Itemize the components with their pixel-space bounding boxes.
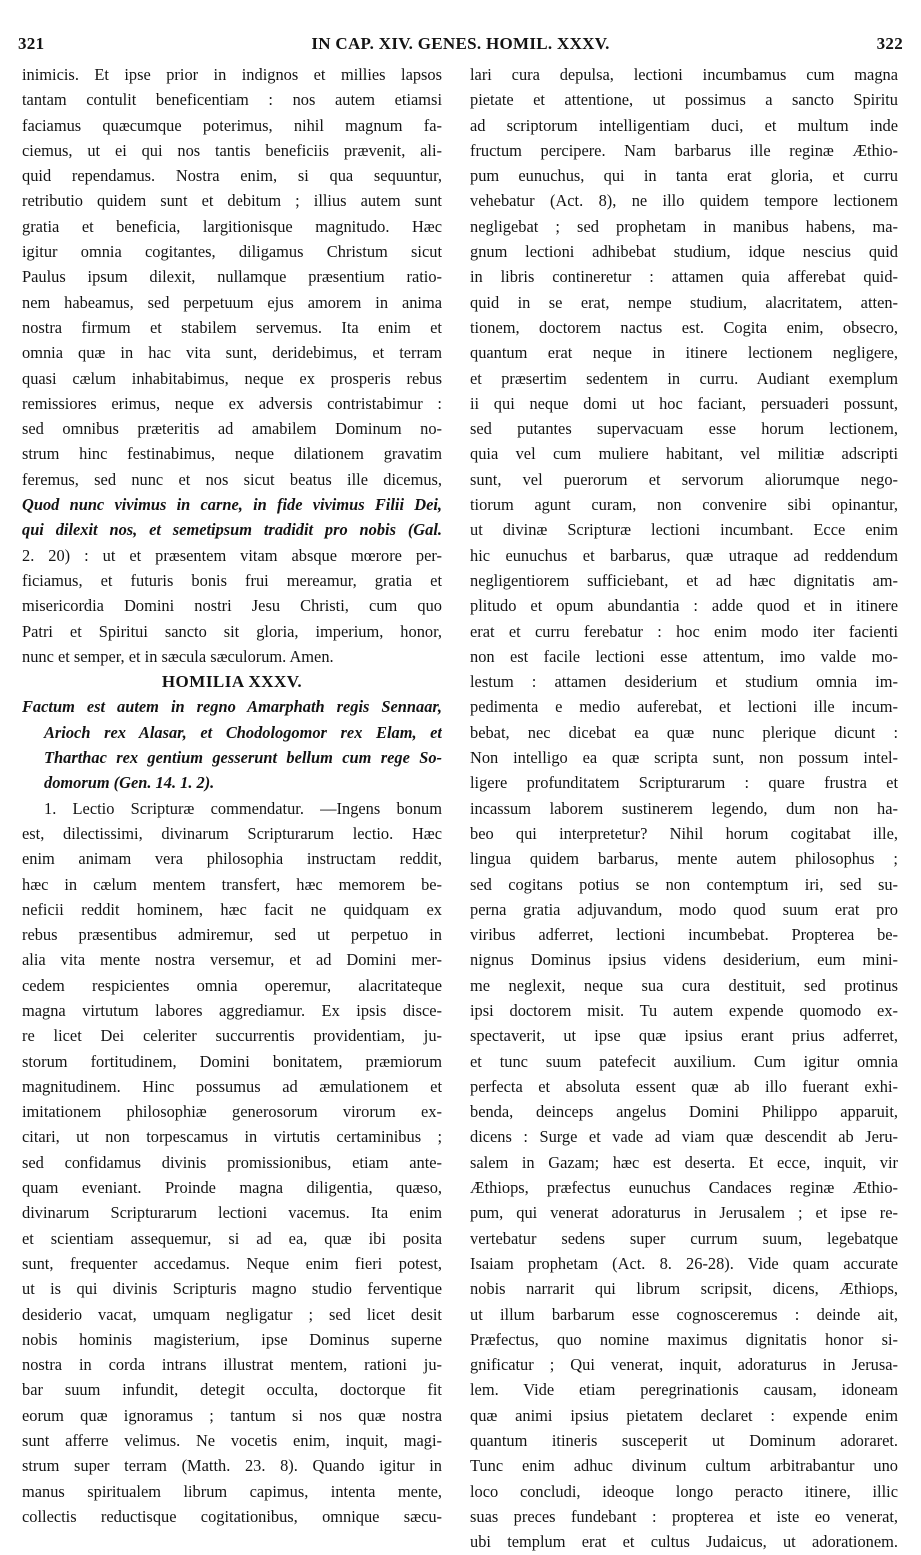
text-line: quam eveniant. Proinde magna diligentia, quæso, xyxy=(22,1178,442,1198)
text-line: bar suum infundit, detegit occulta, doctorque fit xyxy=(22,1380,442,1400)
text-line: hic eunuchus et barbarus, quæ utraque ad reddendum xyxy=(470,545,898,565)
text-line: Quod nunc vivimus in carne, in fide vivimus Filii Dei, xyxy=(22,495,442,515)
text-line: igitur omnia cogitantes, diligamus Christum sicut xyxy=(22,242,442,262)
running-head xyxy=(18,34,903,58)
text-line: beo qui interpretetur? Nihil horum cogitabat ille, xyxy=(470,823,898,843)
text-line: pietate et attentione, ut possimus a sancto Spiritu xyxy=(470,90,898,110)
text-line: plitudo et opum abundantia : adde quod et in itinere xyxy=(470,596,898,616)
text-line: salem in Gazam; hæc est deserta. Et ecce, inquit, vir xyxy=(470,1152,898,1172)
text-line: vehebatur (Act. 8), ne illo quidem tempore lectionem xyxy=(470,191,898,211)
text-line: viribus adferret, lectioni incumbebat. Propterea be- xyxy=(470,925,898,945)
text-line: tiorum agunt curam, non convenire sibi opinantur, xyxy=(470,495,898,515)
text-line: pum eunuchus, qui in tanta erat gloria, et curru xyxy=(470,166,898,186)
text-line: eorum quæ ignoramus ; tantum si nos quæ nostra xyxy=(22,1405,442,1425)
text-line: quantum erat neque in itinere lectionem negligere, xyxy=(470,343,898,363)
text-line: Æthiops, præfectus eunuchus Candaces reginæ Æthio- xyxy=(470,1178,898,1198)
text-line: divinarum Scripturarum lectioni vacemus. Ita enim xyxy=(22,1203,442,1223)
text-line: non est facile lectioni esse attentum, imo valde mo- xyxy=(470,646,898,666)
text-line: dicens : Surge et vade ad viam quæ descendit ab Jeru- xyxy=(470,1127,898,1147)
text-line: imitationem philosophiæ generosorum virorum ex- xyxy=(22,1102,442,1122)
text-line: strum hinc festinabimus, neque dilationem gravatim xyxy=(22,444,442,464)
text-line: sed confidamus divinis promissionibus, etiam ante- xyxy=(22,1152,442,1172)
text-line: nunc et semper, et in sæcula sæculorum. Amen. xyxy=(22,646,334,666)
text-line: quæ animi ipsius pietatem declaret : expende enim xyxy=(470,1405,898,1425)
text-line: lari cura depulsa, lectioni incumbamus cum magna xyxy=(470,65,898,84)
text-line: ciemus, ut ei qui nos tantis beneficiis prævenit, ali- xyxy=(22,140,442,160)
text-line: gnum lectioni adhibebat studium, idque nescius quid xyxy=(470,242,898,262)
text-line: feremus, sed nunc et nos sicut beatus ille dicemus, xyxy=(22,469,442,489)
text-line: desiderio vacat, umquam negligatur ; sed licet desit xyxy=(22,1304,442,1324)
text-line: erat et curru ferebatur : hoc enim modo iter facienti xyxy=(470,621,898,641)
text-line: remissiores erimus, neque ex adversis contristabimur : xyxy=(22,393,442,413)
text-line: lingua quidem barbarus, mente autem philosophus ; xyxy=(470,849,898,869)
text-line: Præfectus, quo nomine maximus dignitatis honor si- xyxy=(470,1329,898,1349)
text-line: ligere profunditatem Scripturarum : quare frustra et xyxy=(470,773,898,793)
text-line: faciamus quæcumque poterimus, nihil magnum fa- xyxy=(22,115,442,135)
text-line: neficii reddit hominem, hæc facit ne quidquam ex xyxy=(22,899,442,919)
text-line: sed omnibus præteritis ad amabilem Dominum no- xyxy=(22,419,442,439)
text-line: re licet Dei celeriter succurrentis providentiam, ju- xyxy=(22,1026,442,1046)
text-line: 1. Lectio Scripturæ commendatur. —Ingens bonum xyxy=(44,798,442,818)
text-line: pedimenta e medio auferebat, et lectioni ille incum- xyxy=(470,697,898,717)
text-line: quid rependamus. Nostra enim, si qua sequuntur, xyxy=(22,166,442,186)
text-line: Arioch rex Alasar, et Chodologomor rex Elam, et xyxy=(44,722,442,742)
text-line: inimicis. Et ipse prior in indignos et millies lapsos xyxy=(22,65,442,84)
text-line: magnitudinem. Hinc possumus ad æmulationem et xyxy=(22,1076,442,1096)
text-line: nem habeamus, sed perpetuum ejus amorem in anima xyxy=(22,292,442,312)
text-line: enim animam vera philosophia instructam reddit, xyxy=(22,849,442,869)
text-line: bebat, nec dicebat ea quæ nunc plerique dicunt : xyxy=(470,722,898,742)
text-line: ut is qui divinis Scripturis magno studio ferventique xyxy=(22,1279,442,1299)
text-line: manus spiritualem librum capimus, intenta mente, xyxy=(22,1481,442,1501)
text-line: misericordia Domini nostri Jesu Christi, cum quo xyxy=(22,596,442,616)
text-line: domorum (Gen. 14. 1. 2). xyxy=(44,773,215,793)
text-line: Factum est autem in regno Amarphath regis Sennaar, xyxy=(22,697,442,717)
text-line: me neglexit, neque sua cura destituit, sed protinus xyxy=(470,975,898,995)
text-line: ipsi doctorem misit. Tu autem expende quomodo ex- xyxy=(470,1000,898,1020)
text-line: 2. 20) : ut et præsentem vitam absque mœrore per- xyxy=(22,545,442,565)
text-line: nobis narrarit qui librum scripsit, dicens, Æthiops, xyxy=(470,1279,898,1299)
text-line: omnia quæ in hac vita sunt, deridebimus, et terram xyxy=(22,343,442,363)
text-line: ubi templum erat et cultus Judaicus, ut adorationem. xyxy=(470,1532,898,1552)
text-line: sunt, frequenter accedamus. Neque enim fieri potest, xyxy=(22,1253,442,1273)
text-line: incassum laborem sustinerem legendo, dum non ha- xyxy=(470,798,898,818)
text-line: gratia et beneficia, largitionisque magnitudo. Hæc xyxy=(22,216,442,236)
text-line: Patri et Spiritui sancto sit gloria, imperium, honor, xyxy=(22,621,442,641)
text-line: quantum itineris susceperit ut Dominum adoraret. xyxy=(470,1431,898,1451)
text-line: ad scriptorum intelligentiam duci, et multum inde xyxy=(470,115,898,135)
right-column xyxy=(470,62,898,1555)
text-line: Non intelligo ea quæ scripta sunt, non possum intel- xyxy=(470,748,898,768)
text-line: storum fortitudinem, Domini bonitatem, præmiorum xyxy=(22,1051,442,1071)
text-line: magna virtutum labores aggrediamur. Ex ipsis disce- xyxy=(22,1000,442,1020)
text-line: in libris contineretur : attamen quia afferebat quid- xyxy=(470,267,898,287)
text-line: gnificatur ; Qui venerat, inquit, adoraturus in Jerusa- xyxy=(470,1355,898,1375)
text-line: tionem, doctorem nactus est. Cogita enim, obsecro, xyxy=(470,317,898,337)
text-line: et scientiam assequemur, si ad ea, quæ ibi posita xyxy=(22,1228,442,1248)
running-title: IN CAP. XIV. GENES. HOMIL. XXXV. xyxy=(311,34,610,53)
text-line: nostra firmum et stabilem servemus. Ita enim et xyxy=(22,317,442,337)
text-line: HOMILIA XXXV. xyxy=(161,672,303,692)
text-line: ii qui neque domi ut hoc faciant, persuaderi possunt, xyxy=(470,393,898,413)
text-line: pum, qui venerat adoraturus in Jerusalem ; et ipse re- xyxy=(470,1203,898,1223)
text-line: sunt afferre velimus. Ne vocetis enim, inquit, magi- xyxy=(22,1431,442,1451)
left-column xyxy=(22,62,442,1529)
text-line: nobis hominis magisterium, ipse Dominus superne xyxy=(22,1329,442,1349)
text-line: ut illum barbarum esse cognosceremus : deinde ait, xyxy=(470,1304,898,1324)
text-line: sunt, vel puerorum et servorum aliorumque nego- xyxy=(470,469,898,489)
text-line: benda, deinceps angelus Domini Philippo apparuit, xyxy=(470,1102,898,1122)
text-line: perna gratia adjuvandum, modo quod suum erat pro xyxy=(470,899,898,919)
text-line: nostra in corda intrans illustrat mentem, rationi ju- xyxy=(22,1355,442,1375)
text-line: quasi cælum inhabitabimus, neque ex prosperis rebus xyxy=(22,368,442,388)
page-number-left: 321 xyxy=(18,34,45,53)
text-line: fructum percipere. Nam barbarus ille reginæ Æthio- xyxy=(470,140,898,160)
text-line: et tunc suum patefecit auxilium. Cum igitur omnia xyxy=(470,1051,898,1071)
text-line: lestum : attamen desiderium et studium omnia im- xyxy=(470,672,898,692)
text-line: ficiamus, et futuris bonis frui mereamur, gratia et xyxy=(22,570,442,590)
text-line: suas preces fundebant : propterea et iste eo venerat, xyxy=(470,1506,898,1526)
text-line: ut divinæ Scripturæ lectioni incumbant. Ecce enim xyxy=(470,520,898,540)
text-line: spectaverit, ut ipse quæ ipsius erant prius adferret, xyxy=(470,1026,898,1046)
text-line: qui dilexit nos, et semetipsum tradidit pro nobis (Gal. xyxy=(22,520,442,540)
text-line: retributio quidem sunt et debitum ; illius autem sunt xyxy=(22,191,442,211)
text-line: sed cogitans potius se non contemptum iri, sed su- xyxy=(470,874,898,894)
page-number-right: 322 xyxy=(876,34,903,53)
text-line: Tharthac rex gentium gesserunt bellum cum rege So- xyxy=(44,748,442,768)
text-line: collectis reductisque cogitationibus, omnique sæcu- xyxy=(22,1506,442,1526)
text-line: strum super terram (Matth. 23. 8). Quando igitur in xyxy=(22,1456,442,1476)
text-line: est, dilectissimi, divinarum Scripturarum lectio. Hæc xyxy=(22,823,442,843)
text-line: cedem respicientes omnia operemur, alacritateque xyxy=(22,975,442,995)
text-line: citari, ut non torpescamus in virtutis certaminibus ; xyxy=(22,1127,442,1147)
text-line: rebus præsentibus admiremur, sed ut perpetuo in xyxy=(22,925,442,945)
text-line: nignus Dominus ipsius videns desiderium, eum mini- xyxy=(470,950,898,970)
text-line: tantam contulit beneficentiam : nos autem etiamsi xyxy=(22,90,442,110)
text-line: alia vita mente nostra versemur, et ad Domini mer- xyxy=(22,950,442,970)
text-line: perfecta et absoluta essent quæ ab illo fuerant exhi- xyxy=(470,1076,898,1096)
text-line: lem. Vide etiam peregrinationis causam, idoneam xyxy=(470,1380,898,1400)
text-line: Tunc enim adhuc divinum cultum arbitrabantur uno xyxy=(470,1456,898,1476)
text-line: hæc in cælum mentem transfert, hæc memorem be- xyxy=(22,874,442,894)
text-line: loco concludi, ideoque longo peracto itinere, illic xyxy=(470,1481,898,1501)
text-line: vertebatur sedens super currum suum, legebatque xyxy=(470,1228,898,1248)
text-line: quia vel cum muliere habitant, vel militiæ adscripti xyxy=(470,444,898,464)
text-line: quid in se erat, nempe studium, alacritatem, atten- xyxy=(470,292,898,312)
text-line: negligebat ; sed prophetam in manibus habens, ma- xyxy=(470,216,898,236)
text-line: sed putantes supervacuam esse horum lectionem, xyxy=(470,419,898,439)
text-line: et præsertim sedentem in curru. Audiant exemplum xyxy=(470,368,898,388)
text-line: Isaiam prophetam (Act. 8. 26-28). Vide quam accurate xyxy=(470,1253,898,1273)
text-line: negligentiorem sufficiebant, et ad hæc dignitatis am- xyxy=(470,570,898,590)
text-line: Paulus ipsum dilexit, nullamque præsentium ratio- xyxy=(22,267,442,287)
